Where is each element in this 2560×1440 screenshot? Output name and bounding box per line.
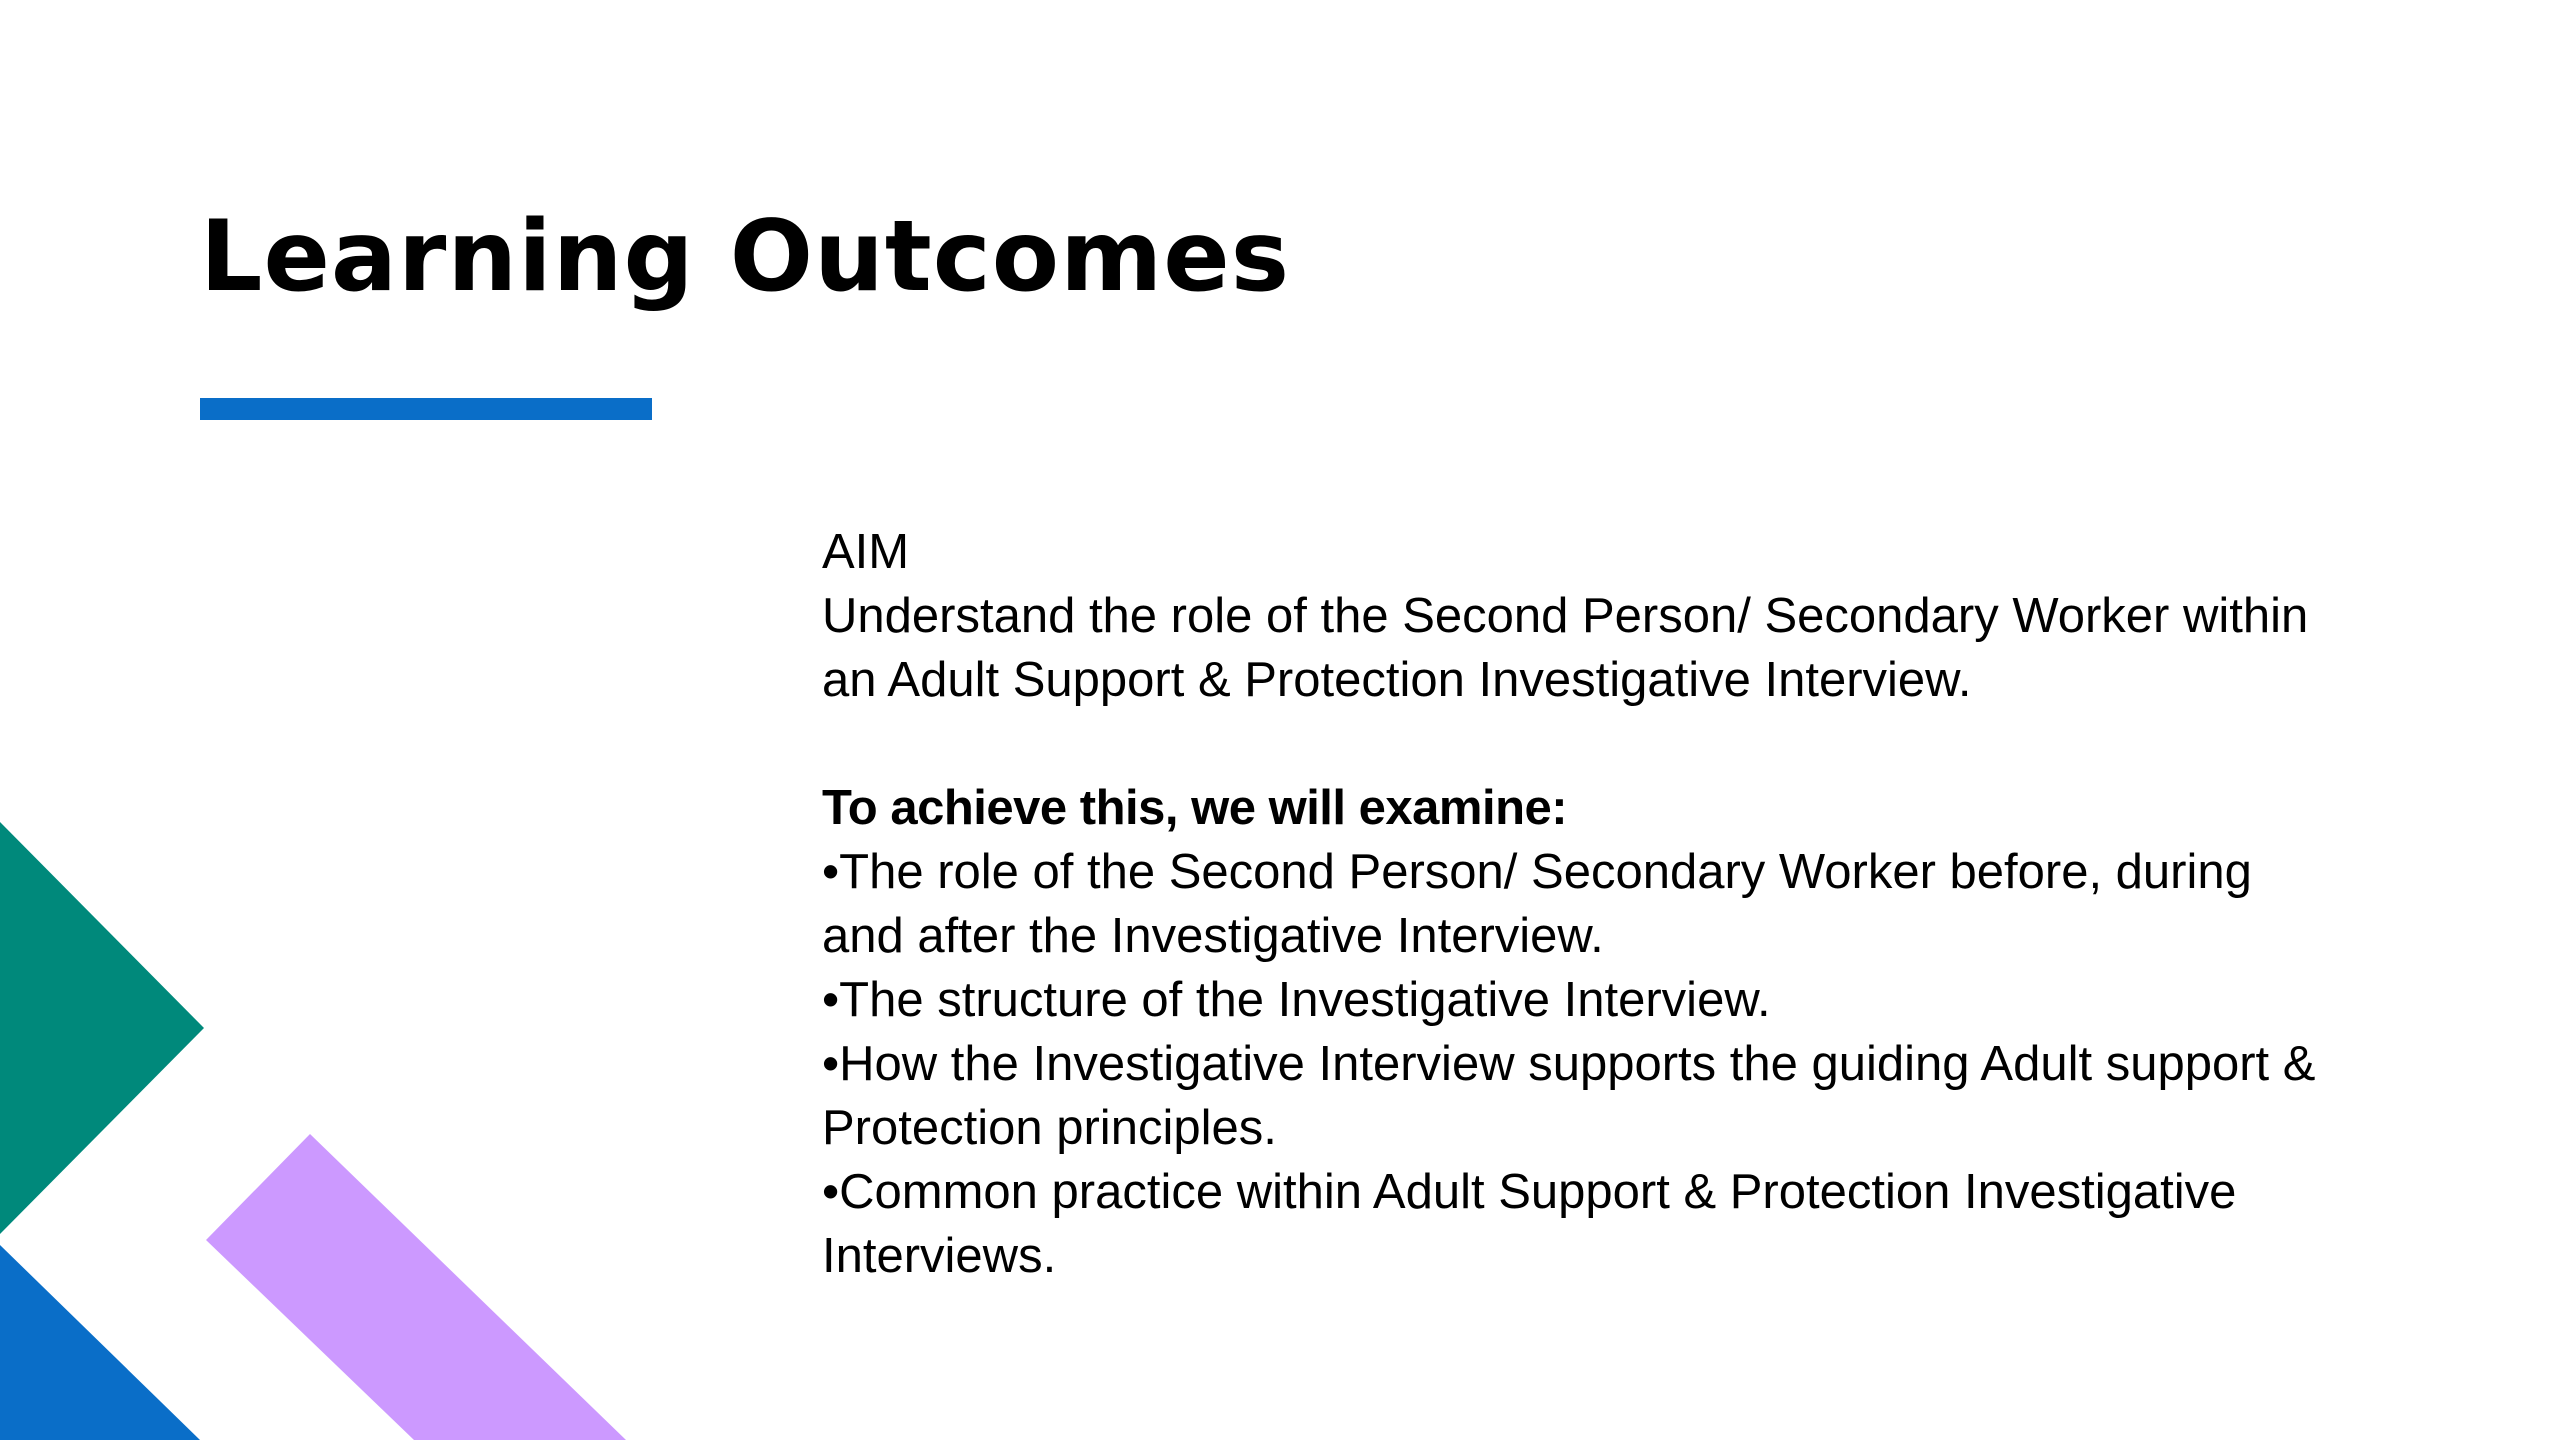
bullet-text-line: The role of the Second Person/ Secondary Worker before, during [839, 845, 2252, 899]
title-underline [200, 398, 652, 420]
aim-heading: AIM [822, 525, 910, 579]
bullet-text-line: Interviews. [822, 1229, 1057, 1283]
aim-text-line: an Adult Support & Protection Investigative Interview. [822, 653, 1972, 707]
bullet-item [822, 840, 2402, 968]
bullet-marker: • [822, 1037, 840, 1091]
aim-text-line: Understand the role of the Second Person/ Secondary Worker within [822, 589, 2309, 643]
bullet-text-line: Protection principles. [822, 1101, 1277, 1155]
bullet-item [822, 1032, 2402, 1160]
bullet-text-line: How the Investigative Interview supports the guiding Adult support & [839, 1037, 2316, 1091]
lavender-stripe-shape [206, 1134, 626, 1440]
bullet-item [822, 1160, 2402, 1288]
blue-corner-shape [0, 1245, 200, 1440]
paragraph-spacer [822, 712, 2402, 776]
bullet-text-line: The structure of the Investigative Interview. [839, 973, 1771, 1027]
slide-title: Learning Outcomes [200, 200, 1291, 314]
teal-chevron-shape [0, 822, 204, 1234]
bullet-item [822, 968, 2402, 1032]
bullet-text-line: Common practice within Adult Support & Protection Investigative [839, 1165, 2237, 1219]
bullet-marker: • [822, 973, 840, 1027]
bullet-text-line: and after the Investigative Interview. [822, 909, 1604, 963]
bullet-marker: • [822, 1165, 840, 1219]
bullet-marker: • [822, 845, 840, 899]
examine-heading: To achieve this, we will examine: [822, 781, 1568, 835]
content-body [822, 520, 2402, 1288]
